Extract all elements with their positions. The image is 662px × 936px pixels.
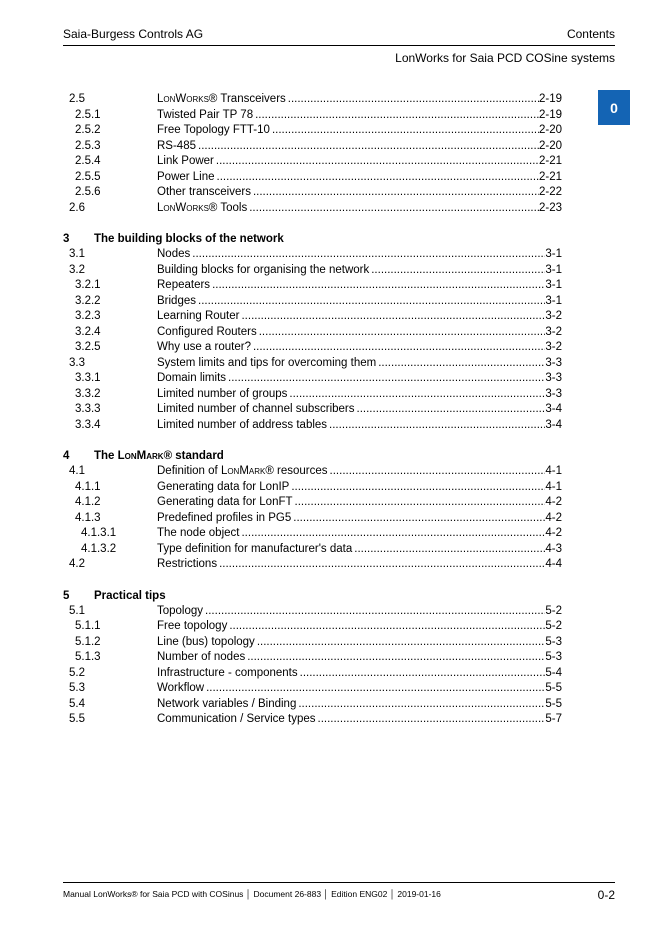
- toc-entry[interactable]: [63, 185, 562, 201]
- toc-leader-dots: [251, 340, 545, 356]
- toc-entry[interactable]: [63, 619, 562, 635]
- toc-title-post: ® Transceivers: [208, 93, 286, 105]
- toc-page-ref: 2-21: [538, 155, 562, 167]
- toc-entry-line: [157, 418, 562, 434]
- toc-entry-line: [157, 309, 562, 325]
- toc-entry-title: Infrastructure - components: [157, 666, 298, 679]
- toc-leader-dots: [226, 371, 545, 387]
- toc-entry-title: Generating data for LonFT: [157, 496, 293, 508]
- toc-entry-line: [157, 650, 562, 666]
- toc-entry[interactable]: [63, 108, 562, 124]
- toc-entry-title: Domain limits: [157, 372, 227, 384]
- toc-entry-number: 5.1: [69, 604, 85, 617]
- toc-leader-dots: [245, 650, 545, 666]
- toc-title-smallcaps: LonWorks: [157, 201, 209, 214]
- toc-entry-line: [157, 185, 562, 201]
- chapter-title-smallcaps: LonMark: [117, 450, 164, 462]
- toc-entry-title: Learning Router: [157, 310, 240, 322]
- toc-leader-dots: [287, 387, 545, 403]
- toc-entry-number: 3.3.2: [75, 387, 101, 400]
- toc-entry-line: [157, 666, 562, 682]
- toc-entry-title: Predefined profiles in PG5: [157, 511, 292, 524]
- toc-leader-dots: [227, 619, 545, 635]
- toc-page-ref: 2-20: [538, 124, 562, 136]
- toc-entry-number: 5.1.2: [75, 635, 101, 648]
- toc-entry[interactable]: [63, 325, 562, 341]
- toc-entry-line: [157, 681, 562, 697]
- toc-entry-title: Free topology: [157, 620, 228, 632]
- header-company: Saia-Burgess Controls AG: [63, 27, 204, 41]
- toc-page-ref: 3-1: [545, 263, 562, 276]
- toc-entry-title: Number of nodes: [157, 651, 246, 663]
- footer-date: 2019-01-16: [397, 889, 441, 899]
- toc-entry-title: RS-485: [157, 139, 196, 152]
- toc-leader-dots: [204, 681, 545, 697]
- toc-entry-number: 4.1.3.1: [81, 527, 117, 539]
- toc-entry-number: 4.1: [69, 465, 85, 477]
- toc-leader-dots: [298, 666, 546, 682]
- toc-leader-dots: [251, 185, 539, 201]
- toc-leader-dots: [196, 294, 545, 310]
- toc-page-ref: 4-2: [545, 511, 562, 524]
- toc-entry-line: [157, 697, 562, 713]
- toc-entry-line: [157, 325, 562, 341]
- toc-entry-title: Topology: [157, 604, 204, 617]
- toc-entry[interactable]: [63, 170, 562, 186]
- toc-leader-dots: [190, 247, 545, 263]
- toc-page-ref: 2-21: [538, 170, 562, 183]
- toc-page-ref: 5-3: [545, 635, 562, 648]
- toc-entry-number: 5.2: [69, 666, 85, 679]
- toc-entry[interactable]: [63, 526, 562, 542]
- toc-entry-title: [157, 464, 328, 480]
- toc-entry[interactable]: [63, 139, 562, 155]
- toc-entry-number: 4.2: [69, 558, 85, 570]
- toc-leader-dots: [327, 418, 545, 434]
- toc-entry-title: Limited number of address tables: [157, 418, 328, 431]
- toc-page-ref: 3-1: [545, 279, 562, 291]
- toc-entry[interactable]: [63, 511, 562, 527]
- toc-title-smallcaps: LonWorks: [157, 93, 209, 105]
- toc-entry-number: 5.1.3: [75, 651, 101, 663]
- toc-entry-title: Workflow: [157, 682, 205, 694]
- toc-page-ref: 2-20: [538, 139, 562, 152]
- toc-entry-number: 4.1.2: [75, 496, 101, 508]
- toc-entry-line: [157, 402, 562, 418]
- toc-entry-line: [157, 526, 562, 542]
- toc-title-pre: Definition of: [157, 465, 221, 477]
- header-section: Contents: [566, 27, 615, 41]
- toc-entry-title: Link Power: [157, 155, 214, 167]
- toc-entry-title: Why use a router?: [157, 341, 251, 353]
- toc-entry-line: [157, 139, 562, 155]
- footer-edition: Edition ENG02: [331, 889, 388, 899]
- toc-leader-dots: [247, 201, 539, 217]
- toc-entry[interactable]: [63, 294, 562, 310]
- toc-entry-title: Bridges: [157, 294, 196, 307]
- toc-entry[interactable]: [63, 712, 562, 728]
- toc-page-ref: 3-4: [545, 418, 562, 431]
- toc-entry-title: Limited number of groups: [157, 387, 288, 400]
- toc-entry-number: 3.2.5: [75, 341, 101, 353]
- toc-leader-dots: [214, 154, 539, 170]
- chapter-title: Practical tips: [94, 589, 166, 602]
- toc-entry[interactable]: [63, 480, 562, 496]
- toc-entry[interactable]: [63, 387, 562, 403]
- toc-page-ref: 3-1: [545, 294, 562, 307]
- toc-leader-dots: [255, 635, 546, 651]
- toc-entry-title: Configured Routers: [157, 325, 257, 338]
- toc-entry-title: [157, 92, 286, 108]
- toc-entry-title: Building blocks for organising the network: [157, 263, 370, 276]
- toc-entry-number: 3.3.4: [75, 418, 101, 431]
- toc-entry-number: 3.2.1: [75, 279, 101, 291]
- footer-divider: [63, 882, 615, 883]
- toc-entry-number: 3.3.3: [75, 403, 101, 415]
- toc-entry-line: [157, 495, 562, 511]
- toc-entry-number: 2.5.5: [75, 170, 101, 183]
- toc-entry-number: 4.1.3.2: [81, 542, 117, 555]
- chapter-title-post: ® standard: [163, 450, 224, 462]
- toc-title-post: ® resources: [265, 465, 328, 477]
- toc-entry-line: [157, 92, 562, 108]
- toc-entry-number: 5.1.1: [75, 620, 101, 632]
- toc-entry-number: 2.6: [69, 201, 85, 214]
- toc-entry-title: Repeaters: [157, 279, 211, 291]
- toc-leader-dots: [210, 278, 545, 294]
- toc-page-ref: 3-2: [545, 341, 562, 353]
- toc-entry-number: 3.2.2: [75, 294, 101, 307]
- toc-entry-number: 2.5.1: [75, 108, 101, 121]
- toc-entry-title: Power Line: [157, 170, 215, 183]
- toc-spacer: [63, 433, 562, 448]
- toc-entry[interactable]: [63, 356, 562, 372]
- toc-page-ref: 4-1: [545, 465, 562, 477]
- toc-leader-dots: [296, 697, 545, 713]
- chapter-tab[interactable]: 0: [598, 90, 630, 125]
- toc-page-ref: 4-2: [545, 496, 562, 508]
- footer-document: Document 26-883: [253, 889, 322, 899]
- toc-entry[interactable]: [63, 557, 562, 573]
- toc-entry-title: Limited number of channel subscribers: [157, 403, 355, 415]
- toc-title-smallcaps: LonMark: [220, 465, 266, 477]
- toc-entry[interactable]: [63, 263, 562, 279]
- toc-entry-title: The node object: [157, 527, 240, 539]
- toc-entry-number: 4.1.3: [75, 511, 101, 524]
- toc-entry-title: Communication / Service types: [157, 713, 316, 725]
- toc-page-ref: 4-2: [545, 527, 562, 539]
- toc-leader-dots: [286, 92, 539, 108]
- toc-page-ref: 4-4: [545, 558, 562, 570]
- toc-page-ref: 3-2: [545, 310, 562, 322]
- toc-leader-dots: [257, 325, 546, 341]
- toc-entry-number: 2.5: [69, 93, 85, 105]
- toc-entry[interactable]: [63, 666, 562, 682]
- toc-leader-dots: [215, 170, 539, 186]
- toc-page-ref: 3-2: [545, 325, 562, 338]
- toc-leader-dots: [289, 480, 545, 496]
- toc-page-ref: 2-19: [538, 108, 562, 121]
- toc-entry[interactable]: [63, 340, 562, 356]
- toc-leader-dots: [253, 108, 539, 124]
- toc-entry-title: System limits and tips for overcoming them: [157, 356, 377, 369]
- toc-entry-line: [157, 294, 562, 310]
- toc-entry[interactable]: [63, 635, 562, 651]
- toc-entry[interactable]: [63, 681, 562, 697]
- toc-entry-number: 2.5.6: [75, 186, 101, 198]
- toc-page-ref: 4-3: [545, 542, 562, 555]
- toc-entry-line: [157, 340, 562, 356]
- toc-entry-number: 3.1: [69, 248, 85, 260]
- toc-page-ref: 5-3: [545, 651, 562, 663]
- toc-entry-line: [157, 387, 562, 403]
- toc-entry-number: 5.3: [69, 682, 85, 694]
- toc-leader-dots: [239, 309, 545, 325]
- toc-entry[interactable]: [63, 154, 562, 170]
- header-subtitle: LonWorks for Saia PCD COSine systems: [395, 51, 615, 65]
- toc-page-ref: 3-1: [545, 248, 562, 260]
- toc-entry-number: 3.2.3: [75, 310, 101, 322]
- toc-entry-title: Other transceivers: [157, 186, 251, 198]
- toc-entry-title: Free Topology FTT-10: [157, 124, 270, 136]
- toc-entry-line: [157, 635, 562, 651]
- toc-page-ref: 4-1: [545, 480, 562, 493]
- toc-entry[interactable]: [63, 604, 562, 620]
- toc-chapter-heading[interactable]: [63, 588, 562, 604]
- toc-entry-line: [157, 542, 562, 558]
- chapter-number: 4: [63, 450, 70, 462]
- toc-spacer: [63, 573, 562, 588]
- toc-entry-title: Nodes: [157, 248, 191, 260]
- footer-info: Manual LonWorks® for Saia PCD with COSinus │ Document 26-883 │ Edition ENG02 │ 2019-01-16: [63, 889, 441, 899]
- toc-leader-dots: [376, 356, 545, 372]
- toc-entry-number: 3.3: [69, 356, 85, 369]
- toc-entry-line: [157, 511, 562, 527]
- toc-entry-line: [157, 464, 562, 480]
- toc-entry-line: [157, 201, 562, 217]
- toc-page-ref: 5-7: [545, 713, 562, 725]
- footer-manual: Manual LonWorks® for Saia PCD with COSinus: [63, 889, 244, 899]
- toc-chapter-heading[interactable]: [63, 231, 562, 247]
- toc-entry[interactable]: [63, 371, 562, 387]
- toc-entry-number: 2.5.4: [75, 155, 101, 167]
- toc-chapter-heading[interactable]: [63, 448, 562, 464]
- chapter-title: The building blocks of the network: [94, 233, 284, 245]
- toc-leader-dots: [355, 402, 546, 418]
- toc-entry-line: [157, 154, 562, 170]
- toc-entry[interactable]: [63, 495, 562, 511]
- toc-leader-dots: [203, 604, 545, 620]
- toc-entry[interactable]: [63, 542, 562, 558]
- toc-entry[interactable]: [63, 418, 562, 434]
- table-of-contents: [63, 92, 562, 728]
- toc-leader-dots: [217, 557, 545, 573]
- toc-entry-title: Line (bus) topology: [157, 635, 255, 648]
- toc-page-ref: 3-4: [545, 403, 562, 415]
- toc-page-ref: 2-23: [538, 201, 562, 214]
- toc-page-ref: 3-3: [545, 372, 562, 384]
- toc-page-ref: 2-19: [538, 93, 562, 105]
- toc-entry-number: 3.2.4: [75, 325, 101, 338]
- chapter-number: 5: [63, 589, 70, 602]
- toc-entry-title: Restrictions: [157, 558, 218, 570]
- toc-leader-dots: [239, 526, 545, 542]
- toc-entry[interactable]: [63, 309, 562, 325]
- toc-entry[interactable]: [63, 247, 562, 263]
- toc-entry-line: [157, 557, 562, 573]
- toc-leader-dots: [328, 464, 546, 480]
- toc-page-ref: 5-2: [545, 604, 562, 617]
- toc-entry[interactable]: [63, 464, 562, 480]
- toc-leader-dots: [352, 542, 545, 558]
- toc-entry-line: [157, 356, 562, 372]
- toc-entry-number: 2.5.3: [75, 139, 101, 152]
- toc-entry[interactable]: [63, 697, 562, 713]
- toc-page-ref: 2-22: [538, 186, 562, 198]
- toc-page-ref: 3-3: [545, 356, 562, 369]
- toc-leader-dots: [196, 139, 539, 155]
- header-divider: [63, 45, 615, 46]
- toc-entry-number: 5.4: [69, 697, 85, 710]
- toc-entry[interactable]: [63, 278, 562, 294]
- toc-entry[interactable]: [63, 92, 562, 108]
- toc-entry-line: [157, 247, 562, 263]
- chapter-number: 3: [63, 233, 70, 245]
- toc-entry-line: [157, 604, 562, 620]
- toc-entry-number: 3.2: [69, 263, 85, 276]
- toc-page-ref: 5-5: [545, 682, 562, 694]
- toc-entry-title: Network variables / Binding: [157, 697, 297, 710]
- toc-entry[interactable]: [63, 123, 562, 139]
- toc-leader-dots: [293, 495, 546, 511]
- toc-leader-dots: [316, 712, 546, 728]
- toc-entry-line: [157, 712, 562, 728]
- toc-page-ref: 5-4: [545, 666, 562, 679]
- chapter-title-pre: The: [94, 450, 118, 462]
- toc-entry-line: [157, 619, 562, 635]
- toc-entry[interactable]: [63, 650, 562, 666]
- toc-entry-title: Type definition for manufacturer's data: [157, 542, 353, 555]
- toc-page-ref: 3-3: [545, 387, 562, 400]
- toc-entry-number: 3.3.1: [75, 372, 101, 384]
- chapter-title: [94, 448, 224, 464]
- footer-page-number: 0-2: [597, 888, 615, 902]
- toc-entry[interactable]: [63, 201, 562, 217]
- toc-entry[interactable]: [63, 402, 562, 418]
- toc-entry-number: 2.5.2: [75, 124, 101, 136]
- toc-spacer: [63, 216, 562, 231]
- toc-entry-title: [157, 201, 247, 217]
- toc-entry-number: 4.1.1: [75, 480, 101, 493]
- toc-entry-title: Twisted Pair TP 78: [157, 108, 254, 121]
- toc-leader-dots: [369, 263, 545, 279]
- toc-entry-line: [157, 371, 562, 387]
- toc-entry-line: [157, 263, 562, 279]
- toc-page-ref: 5-2: [545, 620, 562, 632]
- toc-entry-number: 5.5: [69, 713, 85, 725]
- toc-leader-dots: [291, 511, 545, 527]
- toc-entry-line: [157, 170, 562, 186]
- toc-entry-title: Generating data for LonIP: [157, 480, 290, 493]
- toc-title-post: ® Tools: [208, 201, 248, 214]
- toc-entry-line: [157, 123, 562, 139]
- toc-entry-line: [157, 108, 562, 124]
- toc-page-ref: 5-5: [545, 697, 562, 710]
- toc-entry-line: [157, 480, 562, 496]
- toc-entry-line: [157, 278, 562, 294]
- toc-leader-dots: [270, 123, 539, 139]
